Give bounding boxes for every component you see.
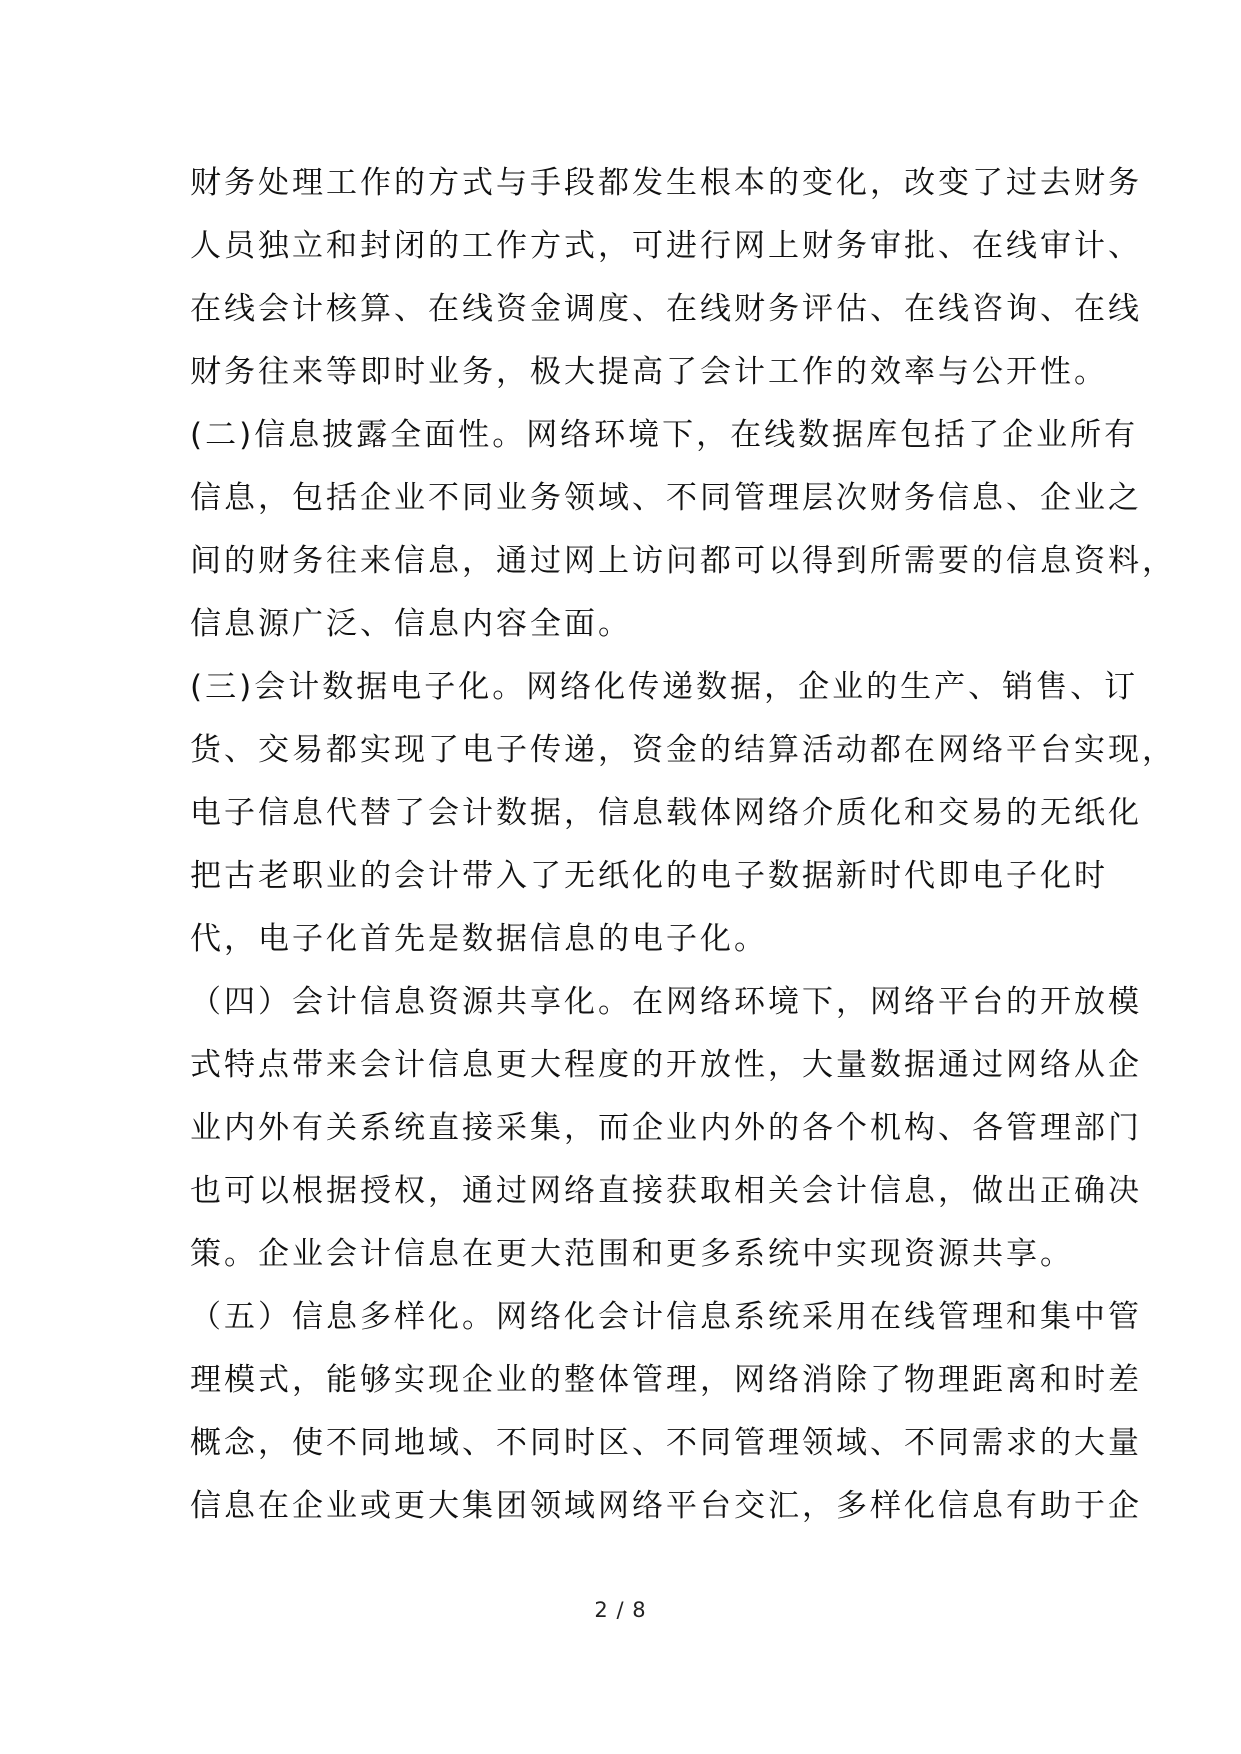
text-line: 财务往来等即时业务，极大提高了会计工作的效率与公开性。 <box>190 354 1108 390</box>
text-line: 把古老职业的会计带入了无纸化的电子数据新时代即电子化时 <box>190 858 1108 894</box>
text-line: 业内外有关系统直接采集，而企业内外的各个机构、各管理部门 <box>190 1110 1142 1146</box>
text-line: 策。企业会计信息在更大范围和更多系统中实现资源共享。 <box>190 1236 1074 1272</box>
text-line: 信息在企业或更大集团领域网络平台交汇，多样化信息有助于企 <box>190 1488 1142 1524</box>
text-line: 间的财务往来信息，通过网上访问都可以得到所需要的信息资料， <box>190 543 1176 579</box>
section-heading-line: (二)信息披露全面性。网络环境下，在线数据库包括了企业所有 <box>190 417 1139 453</box>
text-line: 理模式，能够实现企业的整体管理，网络消除了物理距离和时差 <box>190 1362 1142 1398</box>
text-line: 信息源广泛、信息内容全面。 <box>190 606 632 642</box>
text-line: 概念，使不同地域、不同时区、不同管理领域、不同需求的大量 <box>190 1425 1142 1461</box>
section-heading-line: （五）信息多样化。网络化会计信息系统采用在线管理和集中管 <box>190 1299 1142 1335</box>
text-line: 代，电子化首先是数据信息的电子化。 <box>190 921 768 957</box>
body-text <box>190 152 1176 1538</box>
text-line: 也可以根据授权，通过网络直接获取相关会计信息，做出正确决 <box>190 1173 1142 1209</box>
section-heading-line: （四）会计信息资源共享化。在网络环境下，网络平台的开放模 <box>190 984 1142 1020</box>
text-line: 在线会计核算、在线资金调度、在线财务评估、在线咨询、在线 <box>190 291 1142 327</box>
text-line: 人员独立和封闭的工作方式，可进行网上财务审批、在线审计、 <box>190 228 1142 264</box>
text-line: 式特点带来会计信息更大程度的开放性，大量数据通过网络从企 <box>190 1047 1142 1083</box>
text-line: 电子信息代替了会计数据，信息载体网络介质化和交易的无纸化 <box>190 795 1142 831</box>
section-heading-line: (三)会计数据电子化。网络化传递数据，企业的生产、销售、订 <box>190 669 1139 705</box>
text-line: 财务处理工作的方式与手段都发生根本的变化，改变了过去财务 <box>190 165 1142 201</box>
text-line: 信息，包括企业不同业务领域、不同管理层次财务信息、企业之 <box>190 480 1142 516</box>
text-line: 货、交易都实现了电子传递，资金的结算活动都在网络平台实现， <box>190 732 1176 768</box>
page-number: 2 / 8 <box>594 1598 647 1622</box>
